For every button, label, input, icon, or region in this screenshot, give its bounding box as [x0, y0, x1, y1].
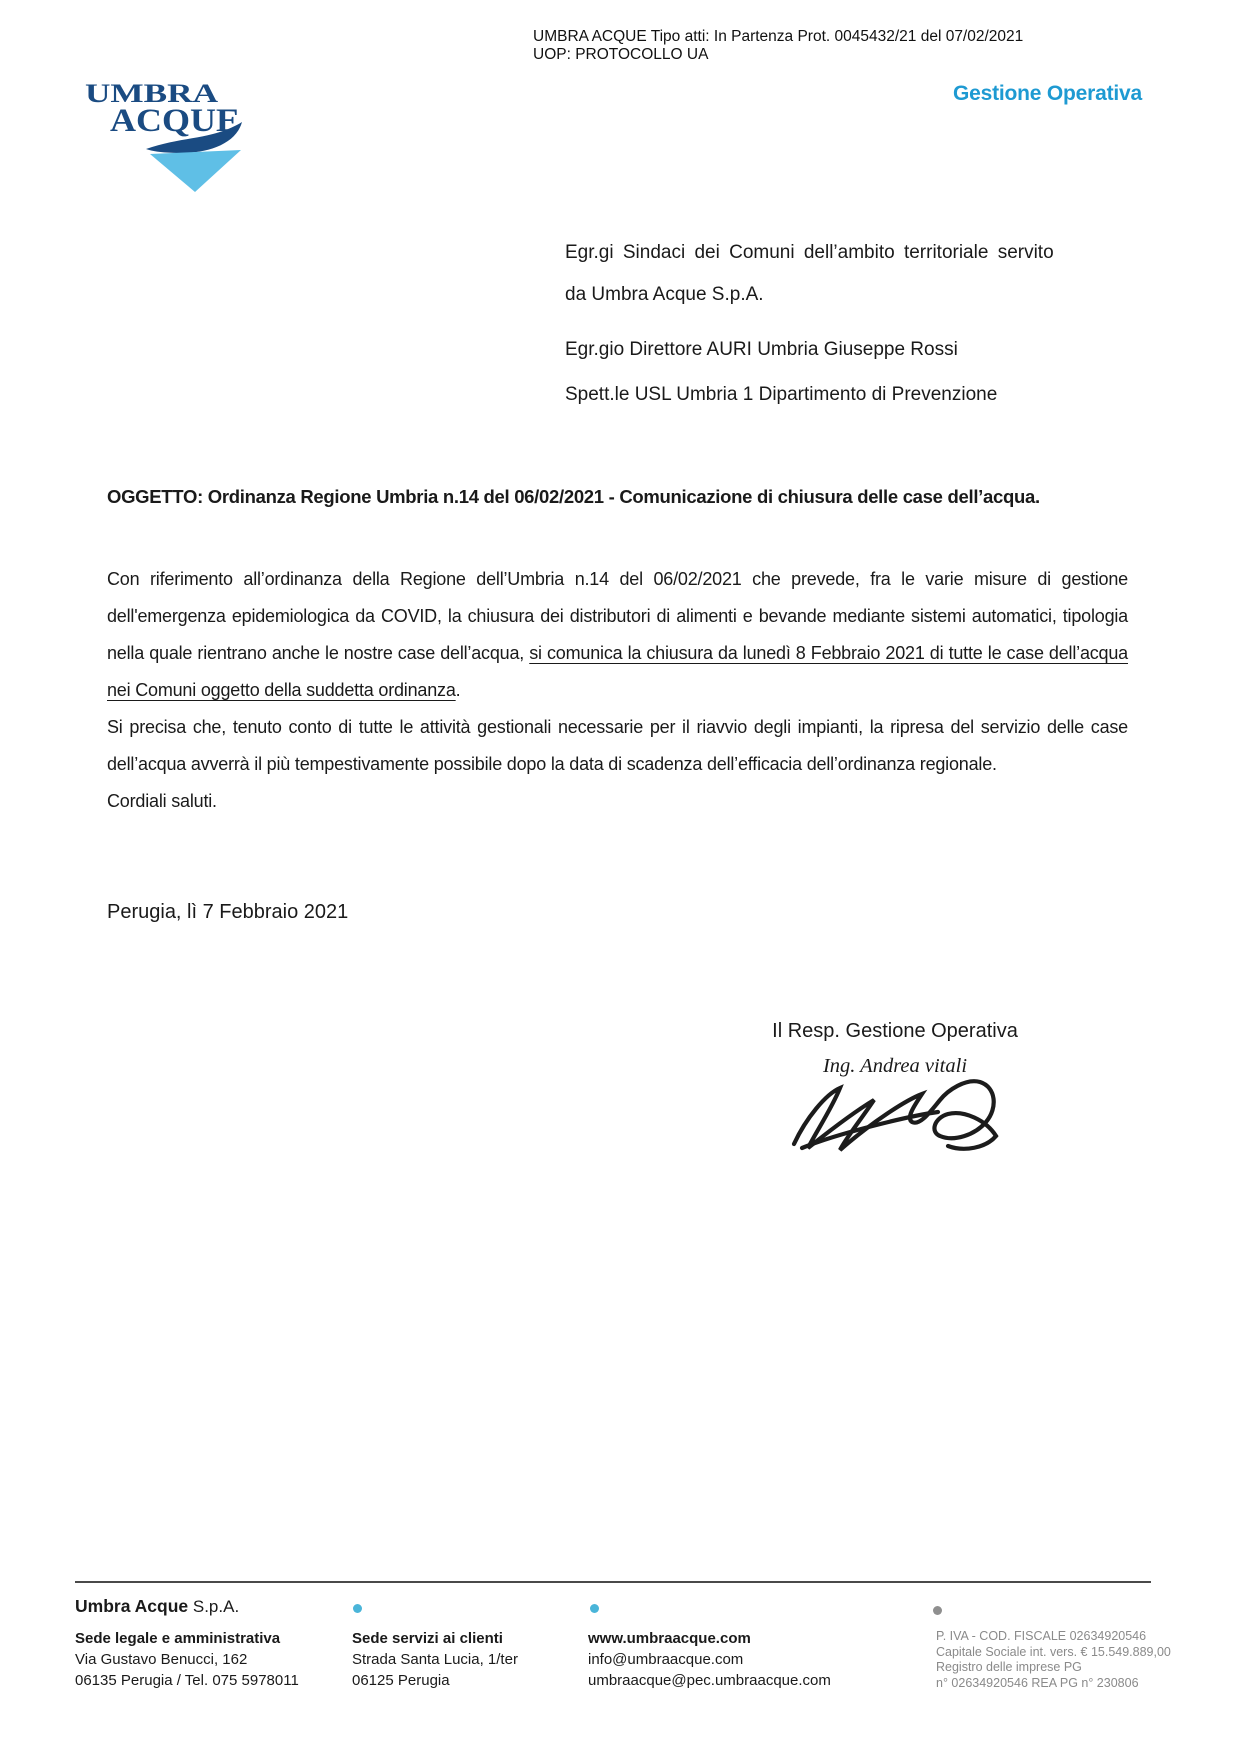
- logo-umbra-text: UMBRA: [85, 79, 219, 108]
- footer-pec-email: umbraacque@pec.umbraacque.com: [588, 1672, 831, 1689]
- footer-company-name: [75, 1596, 239, 1617]
- recipient-line-4: Spett.le USL Umbria 1 Dipartimento di Prevenzione: [565, 384, 998, 405]
- signer-role: Il Resp. Gestione Operativa: [772, 1020, 1018, 1042]
- recipient-line-2: da Umbra Acque S.p.A.: [565, 284, 764, 305]
- paragraph-1-text: Con riferimento all’ordinanza della Regione dell’Umbria n.14 del 06/02/2021 che prevede, fra le varie misure di gestione dell'emergenza epidemiologica da COVID, la chiusura dei distributori di alimenti e bevande mediante sistemi automatici, tipologia nella quale rientrano anche le nostre case dell’acqua,: [107, 569, 1128, 663]
- footer-bullet-icon-2: [590, 1604, 599, 1613]
- footer-divider: [75, 1581, 1151, 1583]
- umbra-acque-logo-icon: [58, 52, 246, 194]
- protocol-header: [533, 28, 1023, 64]
- body-paragraph-1: [107, 561, 1128, 709]
- logo-triangle-icon: [150, 150, 241, 192]
- protocol-line-1: UMBRA ACQUE Tipo atti: In Partenza Prot. 0045432/21 del 07/02/2021: [533, 28, 1024, 45]
- recipient-line-1: Egr.gi Sindaci dei Comuni dell’ambito territoriale servito: [565, 242, 1054, 263]
- footer-bullet-icon-3: [933, 1606, 942, 1615]
- protocol-line-2: UOP: PROTOCOLLO UA: [533, 46, 709, 63]
- footer-clienti-address: Strada Santa Lucia, 1/ter: [352, 1651, 518, 1668]
- recipient-line-3: Egr.gio Direttore AURI Umbria Giuseppe Rossi: [565, 339, 958, 360]
- footer-col-web: [588, 1628, 831, 1691]
- company-logo: [58, 52, 246, 199]
- footer-legal-address: Via Gustavo Benucci, 162: [75, 1651, 248, 1668]
- body-paragraph-2: Si precisa che, tenuto conto di tutte le attività gestionali necessarie per il riavvio degli impianti, la ripresa del servizio delle case dell’acqua avverrà il più tempestivamente possibile dopo la data di scadenza dell’efficacia dell’ordinanza regionale.: [107, 717, 1128, 774]
- footer-col-fiscal: [936, 1629, 1171, 1691]
- paragraph-1-period: .: [455, 680, 461, 700]
- footer-col-clienti: [352, 1628, 518, 1691]
- footer-company-suffix: S.p.A.: [188, 1597, 240, 1616]
- footer-website: www.umbraacque.com: [588, 1630, 751, 1647]
- footer-legal-title: Sede legale e amministrativa: [75, 1630, 281, 1647]
- footer-capitale: Capitale Sociale int. vers. € 15.549.889,00: [936, 1644, 1171, 1659]
- footer-bullet-icon-1: [353, 1604, 362, 1613]
- signature-stroke-2: [802, 1112, 938, 1148]
- letter-body: [107, 561, 1128, 820]
- place-date-line: Perugia, lì 7 Febbraio 2021: [107, 901, 349, 923]
- footer-company-bold: Umbra Acque: [75, 1596, 189, 1616]
- logo-acque-text: ACQUE: [110, 103, 240, 139]
- footer-piva: P. IVA - COD. FISCALE 02634920546: [936, 1629, 1147, 1643]
- footer-col-legal: [75, 1628, 299, 1691]
- subject-line: OGGETTO: Ordinanza Regione Umbria n.14 del 06/02/2021 - Comunicazione di chiusura delle case dell’acqua.: [107, 486, 1040, 507]
- footer-clienti-city: 06125 Perugia: [352, 1672, 450, 1689]
- department-label: Gestione Operativa: [953, 82, 1142, 105]
- footer-legal-city-phone: 06135 Perugia / Tel. 075 5978011: [75, 1672, 299, 1689]
- underlined-closure-clause: si comunica la chiusura da lunedì 8 Febbraio 2021 di tutte le case dell’acqua nei Comuni oggetto della suddetta ordinanza: [107, 643, 1128, 700]
- signer-name: Ing. Andrea vitali: [822, 1055, 968, 1077]
- closing-salutation: Cordiali saluti.: [107, 791, 217, 811]
- footer-rea: n° 02634920546 REA PG n° 230806: [936, 1675, 1139, 1690]
- signature-image: [788, 1056, 1003, 1166]
- footer-clienti-title: Sede servizi ai clienti: [352, 1630, 503, 1647]
- footer-registro: Registro delle imprese PG: [936, 1660, 1082, 1674]
- footer-email: info@umbraacque.com: [588, 1651, 744, 1668]
